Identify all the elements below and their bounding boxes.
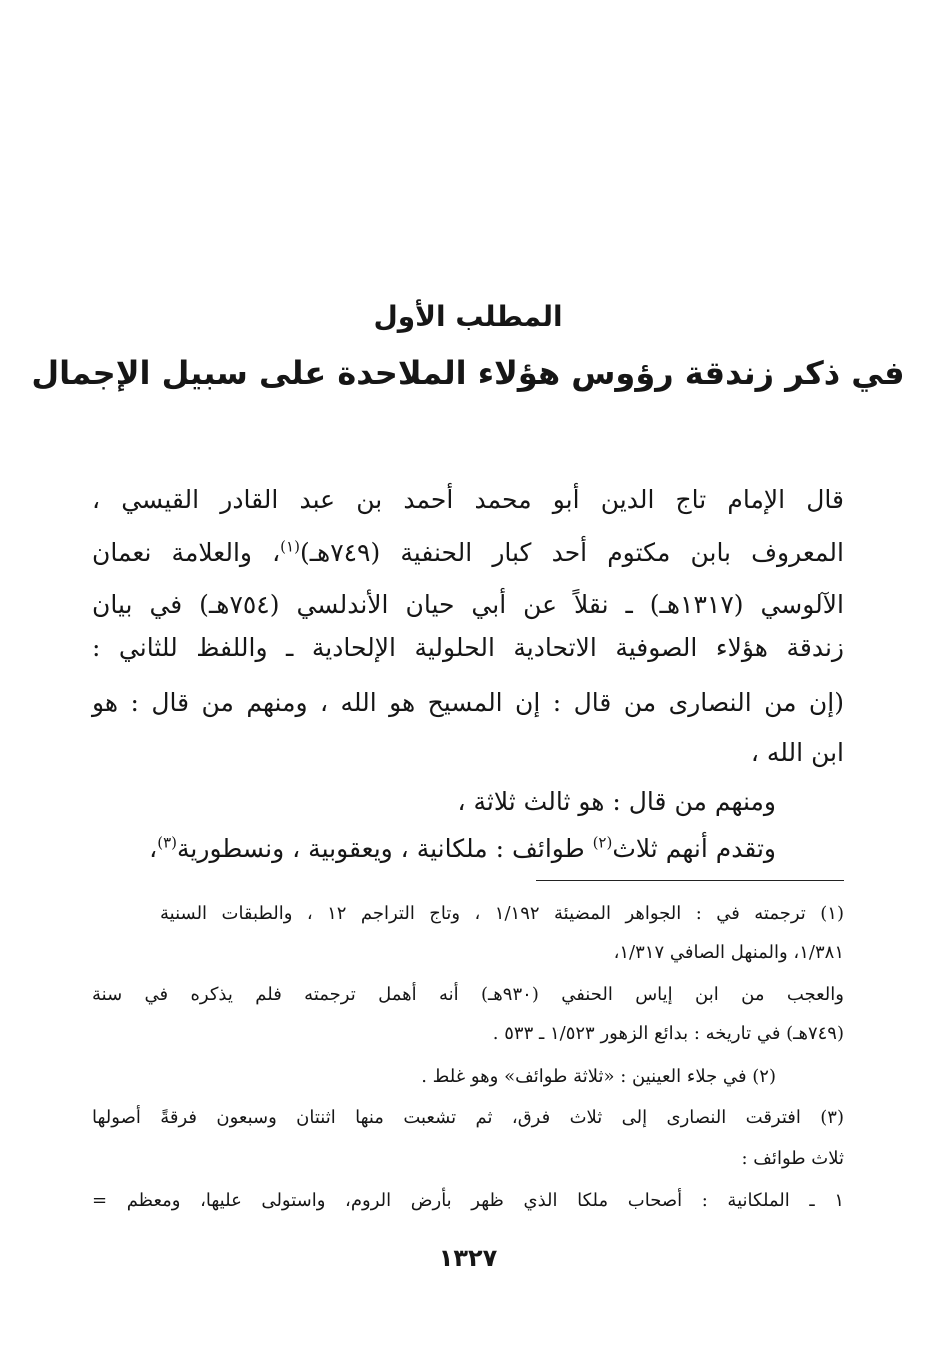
footnote-ref-1: (١) bbox=[280, 537, 300, 556]
body-text: ، والعلامة نعمان bbox=[92, 538, 281, 567]
footnote-ref-2: (٢) bbox=[592, 833, 613, 852]
section-subtitle: في ذكر زندقة رؤوس هؤلاء الملاحدة على سبيل الإجمال bbox=[31, 354, 905, 392]
page-number: ١٣٢٧ bbox=[438, 1244, 498, 1272]
footnote-line-6: (٣) افترقت النصارى إلى ثلاث فرق، ثم تشعبت منها اثنتان وسبعون فرقةً أصولها bbox=[92, 1107, 844, 1128]
body-line-5: (إن من النصارى من قال : إن المسيح هو الله ، ومنهم من قال : هو bbox=[92, 688, 844, 717]
section-title: المطلب الأول bbox=[373, 300, 563, 333]
body-text: ، bbox=[149, 834, 158, 863]
body-line-8 bbox=[149, 834, 776, 863]
body-text: وتقدم أنهم ثلاث bbox=[612, 834, 776, 863]
body-line-1: قال الإمام تاج الدين أبو محمد أحمد بن عبد القادر القيسي ، bbox=[92, 485, 844, 514]
footnote-line-7: ثلاث طوائف : bbox=[741, 1148, 844, 1169]
footnote-line-3: والعجب من ابن إياس الحنفي (٩٣٠هـ) أنه أهمل ترجمته فلم يذكره في سنة bbox=[92, 984, 844, 1005]
footnote-line-2: ١/٣٨١، والمنهل الصافي ١/٣١٧، bbox=[613, 942, 844, 963]
footnote-ref-3: (٣) bbox=[157, 833, 178, 852]
body-text: طوائف : ملكانية ، ويعقوبية ، ونسطورية bbox=[177, 834, 585, 863]
footnote-line-4: (٧٤٩هـ) في تاريخه : بدائع الزهور ١/٥٢٣ ـ ٥٣٣ . bbox=[492, 1023, 844, 1044]
body-text: المعروف بابن مكتوم أحد كبار الحنفية (٧٤٩هـ) bbox=[299, 538, 844, 567]
body-line-4: زندقة هؤلاء الصوفية الاتحادية الحلولية الإلحادية ـ واللفظ للثاني : bbox=[92, 633, 844, 662]
footnote-line-5: (٢) في جلاء العينين : «ثلاثة طوائف» وهو غلط . bbox=[421, 1066, 776, 1087]
footnote-line-8: ١ ـ الملكانية : أصحاب ملكا الذي ظهر بأرض الروم، واستولى عليها، ومعظم = bbox=[92, 1190, 844, 1211]
body-line-7: ومنهم من قال : هو ثالث ثلاثة ، bbox=[457, 787, 776, 816]
footnote-line-1: (١) ترجمته في : الجواهر المضيئة ١/١٩٢ ، وتاج التراجم ١٢ ، والطبقات السنية bbox=[160, 903, 844, 924]
footnote-divider bbox=[536, 880, 844, 881]
body-line-6: ابن الله ، bbox=[750, 738, 844, 767]
body-line-2 bbox=[92, 538, 844, 567]
body-line-3: الآلوسي (١٣١٧هـ) ـ نقلاً عن أبي حيان الأندلسي (٧٥٤هـ) في بيان bbox=[92, 590, 844, 619]
